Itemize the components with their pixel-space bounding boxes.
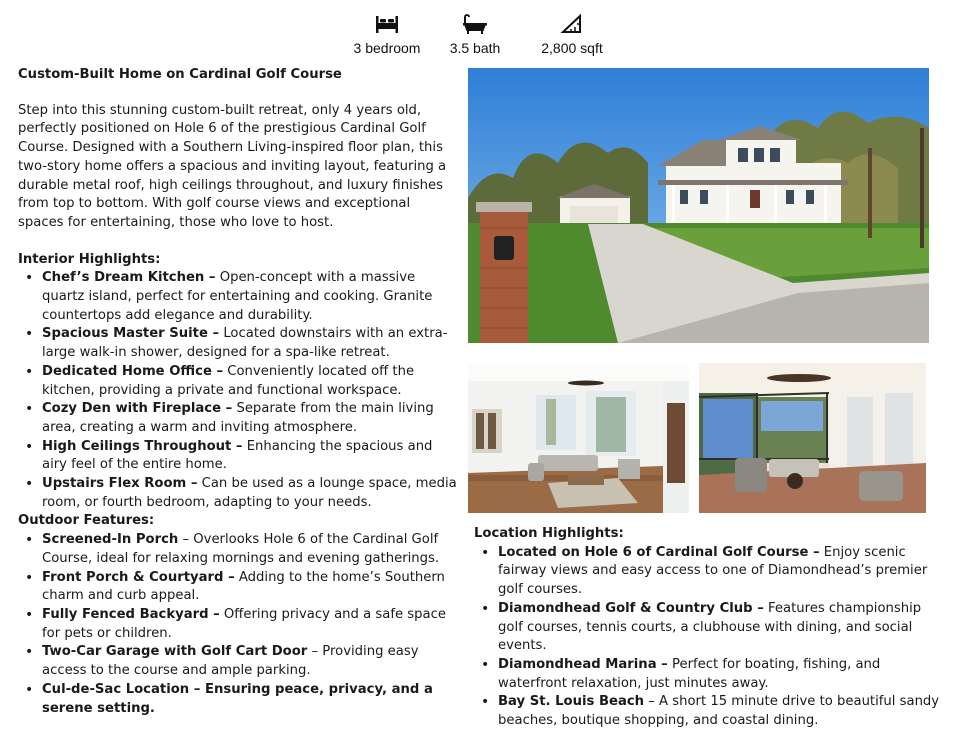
list-item: • Front Porch & Courtyard – Adding to the home’s Southern charm and curb appeal. xyxy=(18,569,458,606)
list-item: • Screened-In Porch – Overlooks Hole 6 of the Cardinal Golf Course, ideal for relaxing mornings and evening gatherings. xyxy=(18,531,458,568)
list-item: • Bay St. Louis Beach – A short 15 minute drive to beautiful sandy beaches, boutique shopping, and coastal dining. xyxy=(474,693,944,730)
bed-icon xyxy=(375,14,399,34)
bathtub-icon xyxy=(462,14,488,34)
list-item: • Upstairs Flex Room – Can be used as a lounge space, media room, or fourth bedroom, adapting to your needs. xyxy=(18,475,458,512)
location-highlights xyxy=(474,525,944,731)
list-item: • Spacious Master Suite – Located downstairs with an extra-large walk-in shower, designed for a spa-like retreat. xyxy=(18,325,458,362)
listing-description xyxy=(18,66,458,718)
sqft-label: 2,800 sqft xyxy=(541,40,603,56)
living-room-photo xyxy=(468,363,689,513)
list-item: • High Ceilings Throughout – Enhancing the spacious and airy feel of the entire home. xyxy=(18,438,458,475)
list-item: • Diamondhead Golf & Country Club – Features championship golf courses, tennis courts, a clubhouse with dining, and social events. xyxy=(474,600,944,656)
interior-highlights-list xyxy=(18,269,458,512)
list-item: • Cul-de-Sac Location – Ensuring peace, privacy, and a serene setting. xyxy=(18,681,458,718)
listing-intro: Step into this stunning custom-built retreat, only 4 years old, perfectly positioned on Hole 6 of the prestigious Cardinal Golf Course. Designed with a Southern Living-inspired floor plan, this two-story home offers a spacious and inviting layout, featuring a durable metal roof, high ceilings throughout, and luxury finishes from top to bottom. With golf course views and exceptional spaces for entertaining, those who love to host. xyxy=(18,102,447,230)
property-specs xyxy=(0,14,960,64)
list-item: • Located on Hole 6 of Cardinal Golf Course – Enjoy scenic fairway views and easy access to one of Diamondhead’s premier golf courses. xyxy=(474,544,944,600)
outdoor-features-list xyxy=(18,531,458,718)
outdoor-features-title: Outdoor Features: xyxy=(18,513,155,529)
list-item: • Two-Car Garage with Golf Cart Door – Providing easy access to the course and ample parking. xyxy=(18,643,458,680)
location-highlights-list xyxy=(474,544,944,731)
bedrooms-label: 3 bedroom xyxy=(353,40,421,56)
location-highlights-title: Location Highlights: xyxy=(474,526,624,541)
interior-highlights-title: Interior Highlights: xyxy=(18,251,161,267)
spec-bathrooms xyxy=(425,14,525,56)
screened-porch-photo xyxy=(699,363,926,513)
area-ruler-icon xyxy=(561,14,583,34)
spec-area xyxy=(522,14,622,56)
listing-title: Custom-Built Home on Cardinal Golf Course xyxy=(18,67,342,82)
baths-label: 3.5 bath xyxy=(449,40,501,56)
list-item: • Diamondhead Marina – Perfect for boating, fishing, and waterfront relaxation, just minutes away. xyxy=(474,656,944,693)
list-item: • Chef’s Dream Kitchen – Open-concept with a massive quartz island, perfect for entertaining and cooking. Granite countertops add elegance and durability. xyxy=(18,269,458,325)
list-item: • Cozy Den with Fireplace – Separate from the main living area, creating a warm and inviting atmosphere. xyxy=(18,400,458,437)
spec-bedrooms xyxy=(337,14,437,56)
list-item: • Fully Fenced Backyard – Offering privacy and a safe space for pets or children. xyxy=(18,606,458,643)
list-item: • Dedicated Home Office – Conveniently located off the kitchen, providing a private and functional workspace. xyxy=(18,363,458,400)
house-exterior-photo xyxy=(468,68,929,343)
